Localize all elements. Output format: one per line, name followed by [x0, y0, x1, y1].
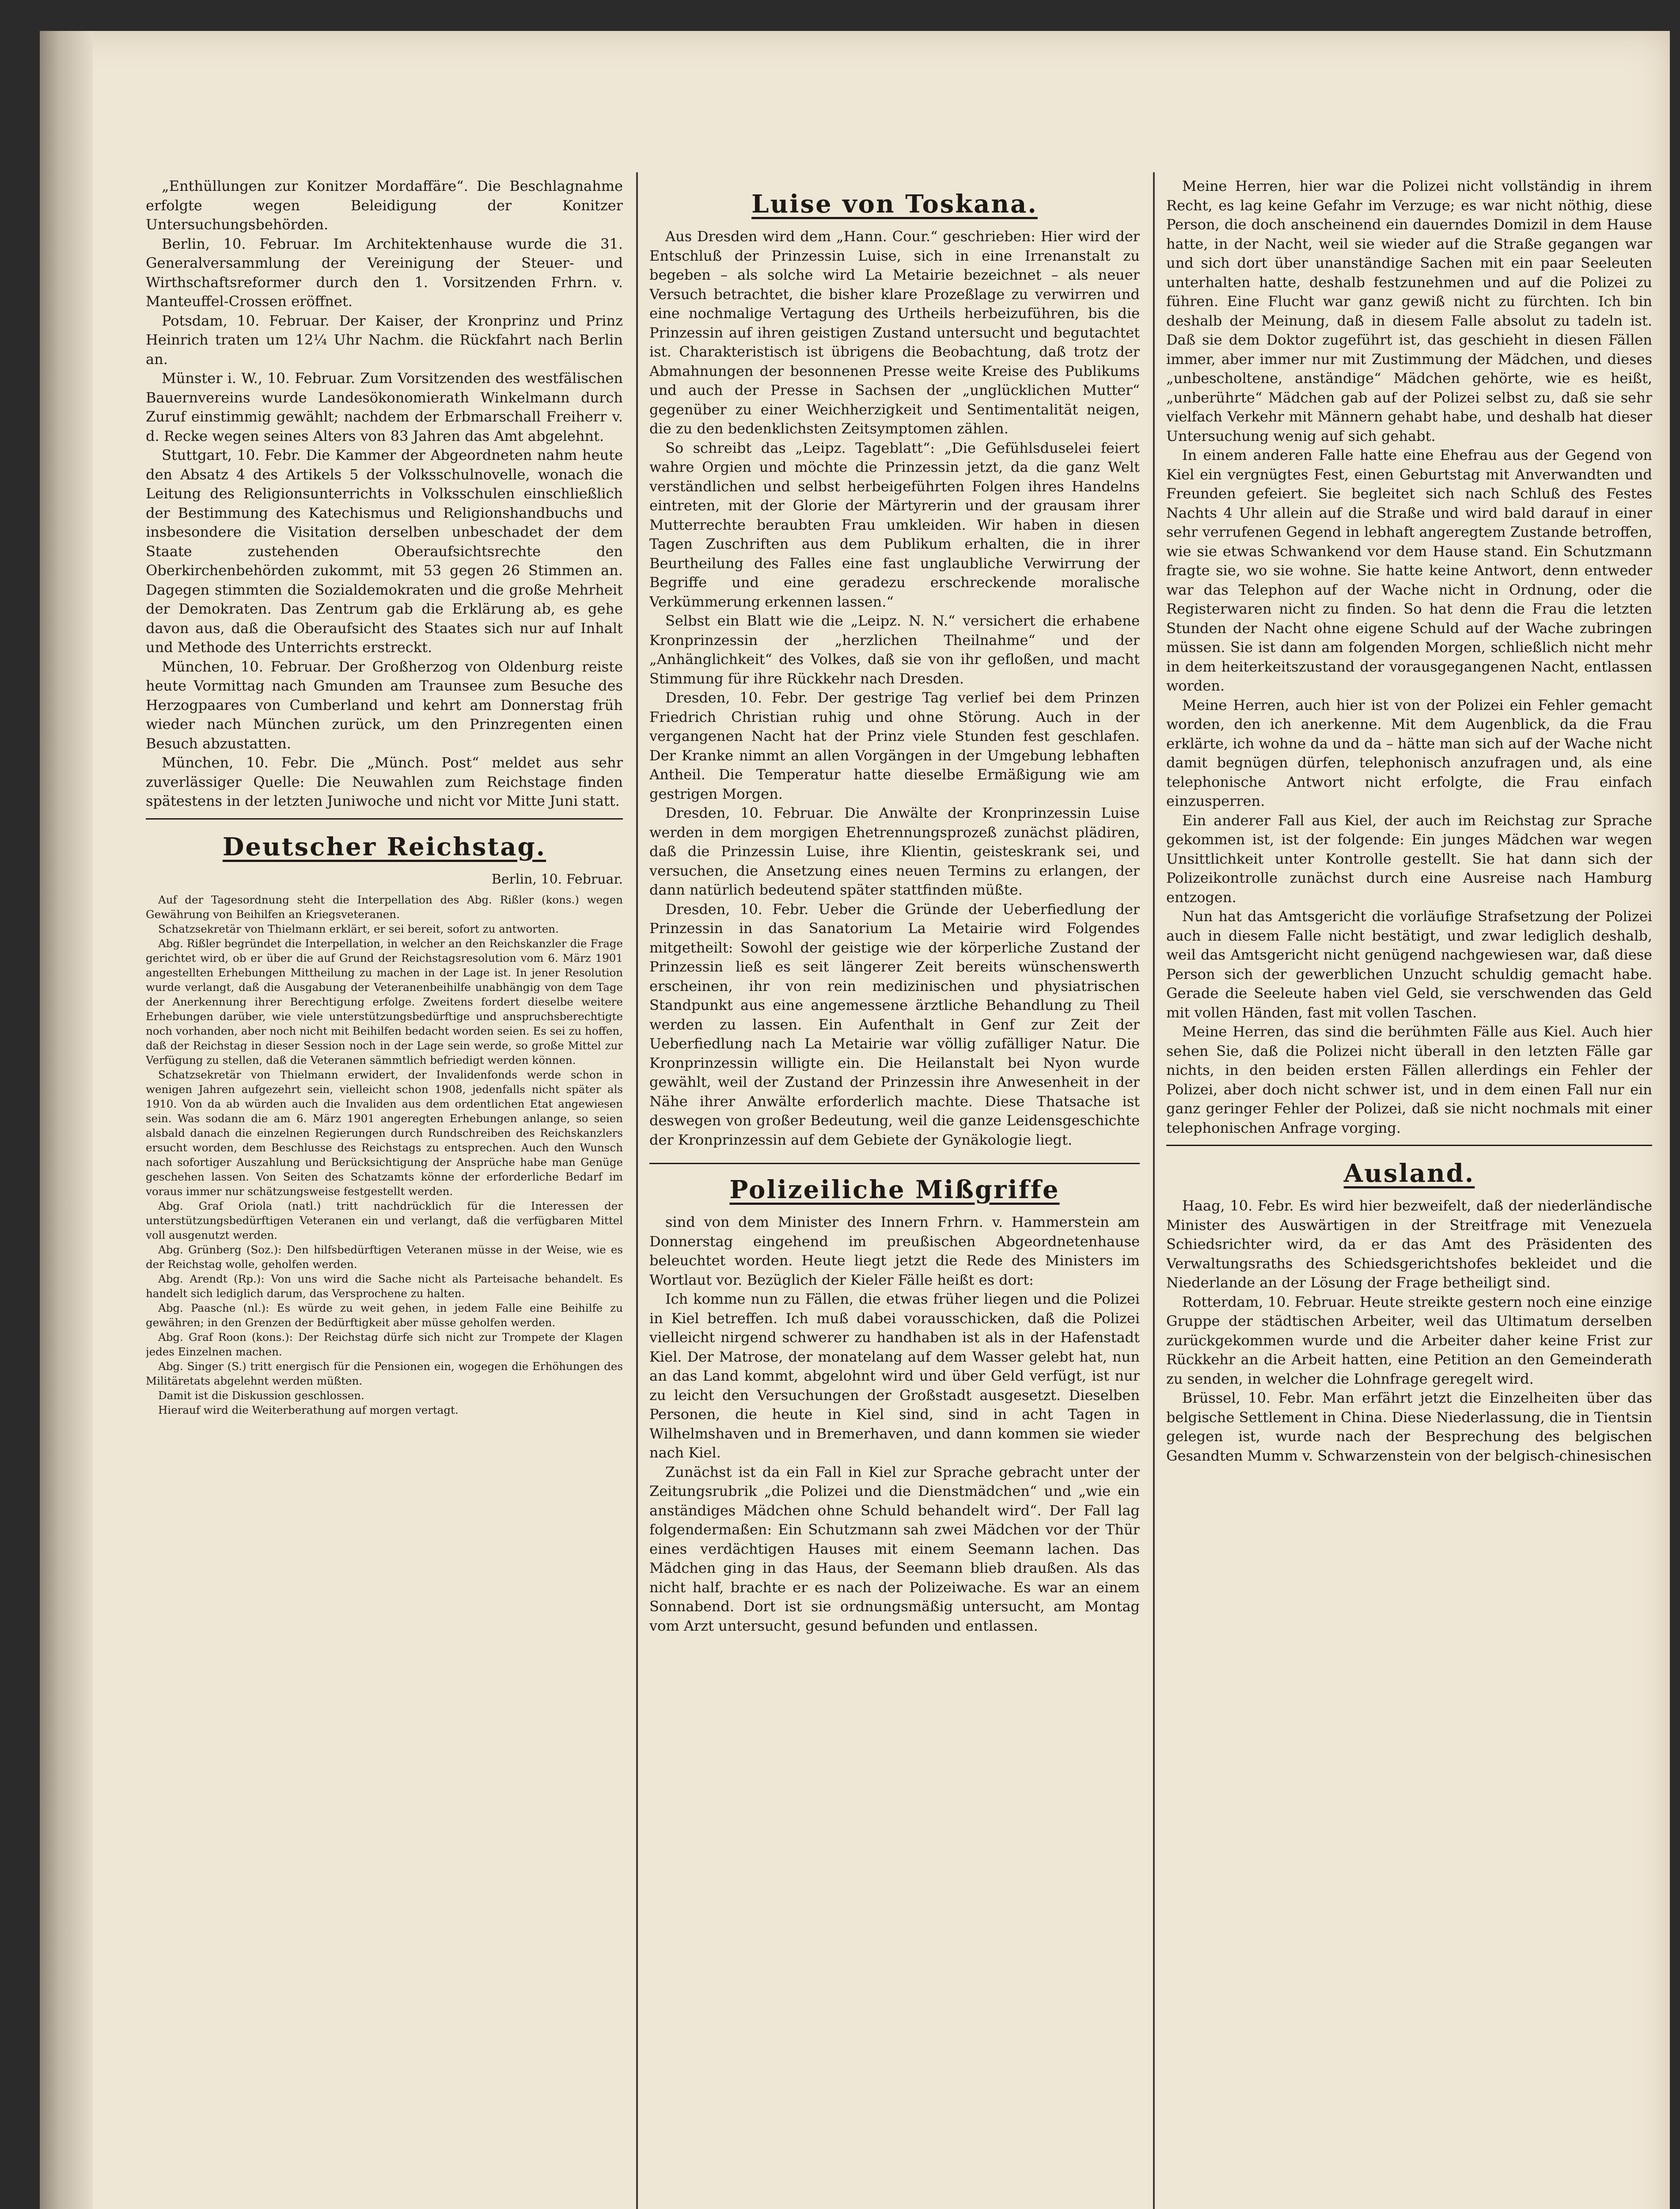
- article-paragraph: Meine Herren, hier war die Polizei nicht vollständig in ihrem Recht, es lag keine Gefahr im Verzuge; es war nicht nöthig, diese Person, die doch anscheinend ein dauerndes Domizil in dem Hause hatte, in der Nacht, weil sie wieder auf die Straße gegangen war und sich dort über unanständige Sachen mit ein paar Seeleuten unterhalten hatte, deshalb festzunehmen und auf die Polizei zu führen. Eine Flucht war ganz gewiß nicht zu fürchten. Ich bin deshalb der Meinung, daß in diesem Falle absolut zu tadeln ist. Daß sie dem Doktor zugeführt ist, das geschieht in diesen Fällen immer, aber immer nur mit Zustimmung der Mädchen, und dieses „unbescholtene, anständige“ Mädchen gehörte, wie es heißt, „unberührte“ Mädchen gab auf der Polizei selbst zu, daß sie sehr vielfach Verkehr mit Männern gehabt habe, und deshalb hat dieser Untersuchung wenig auf sich gehabt.: [1166, 178, 1652, 444]
- article-paragraph: Ich komme nun zu Fällen, die etwas früher liegen und die Polizei in Kiel betreffen. Ich muß dabei vorausschicken, daß die Polizei vielleicht nirgend schwerer zu handhaben ist als in der Hafenstadt Kiel. Der Matrose, der monatelang auf dem Wasser gelebt hat, nun an das Land kommt, abgelohnt wird und über Geld verfügt, ist nur zu leicht den Versuchungen der Großstadt ausgesetzt. Dieselben Personen, die heute in Kiel sind, sind in acht Tagen in Wilhelmshaven und in Bremerhaven, und dann kommen sie wieder nach Kiel.: [649, 1290, 1140, 1461]
- section-heading-ausland: Ausland.: [1343, 1159, 1475, 1188]
- news-item: München, 10. Febr. Die „Münch. Post“ meldet aus sehr zuverlässiger Quelle: Die Neuwahlen zum Reichstage finden spätestens in der letzten Juniwoche und nicht vor Mitte Juni statt.: [146, 754, 623, 809]
- article-paragraph: Selbst ein Blatt wie die „Leipz. N. N.“ versichert die erhabene Kronprinzessin der „herzlichen Theilnahme“ und der „Anhänglichkeit“ des Volkes, daß sie von ihr gefloßen, und macht Stimmung für ihre Rückkehr nach Dresden.: [649, 612, 1140, 687]
- report-paragraph: Schatzsekretär von Thielmann erwidert, der Invalidenfonds werde schon in wenigen Jahren aufgezehrt sein, vielleicht schon 1908, jedenfalls nicht später als 1910. Von da ab würden auch die Invaliden aus dem ordentlichen Etat angewiesen sein. Was sodann die am 6. März 1901 angeregten Erhebungen anlange, so seien alsbald danach die einzelnen Regierungen durch Rundschreiben des Reichskanzlers ersucht worden, dem Beschlusse des Reichstags zu entsprechen. Auch den Wunsch nach sofortiger Auszahlung und Berücksichtigung der Ansprüche habe man Genüge geschehen lassen. Von Seiten des Schatzamts könne der erforderliche Bedarf im voraus immer nur schätzungsweise festgestellt werden.: [146, 1068, 623, 1198]
- section-divider: [1166, 1145, 1652, 1146]
- article-paragraph: Meine Herren, das sind die berühmten Fälle aus Kiel. Auch hier sehen Sie, daß die Polizei nicht überall in den letzten Fälle gar nichts, in den beiden ersten Fällen allerdings ein Fehler der Polizei, aber doch nicht schwer ist, und in dem einen Fall nur ein ganz geringer Fehler der Polizei, daß sie nicht nochmals mit einer telephonischen Anfrage vorging.: [1166, 1023, 1652, 1136]
- section-heading-polizei: Polizeiliche Mißgriffe: [649, 1163, 1140, 1207]
- column-left: [146, 177, 623, 2209]
- section-heading-luise: Luise von Toskana.: [751, 190, 1038, 219]
- article-paragraph: Aus Dresden wird dem „Hann. Cour.“ geschrieben: Hier wird der Entschluß der Prinzessin Luise, sich in eine Irrenanstalt zu begeben – als solche wird La Metairie bezeichnet – als neuer Versuch betrachtet, die bisher klare Prozeßlage zu verwirren und eine nochmalige Vertagung des Urtheils herbeizuführen, bis die Prinzessin auf ihren geistigen Zustand untersucht und begutachtet ist. Charakteristisch ist übrigens die Beobachtung, daß trotz der Abmahnungen der besonnenen Presse weite Kreise des Publikums und auch der Presse in Sachsen der „unglücklichen Mutter“ gegenüber zu einer Weichherzigkeit und Sentimentalität neigen, die zu den bedenklichsten Zeitsymptomen zählen.: [649, 228, 1140, 437]
- article-paragraph: Dresden, 10. Febr. Der gestrige Tag verlief bei dem Prinzen Friedrich Christian ruhig und ohne Störung. Auch in der vergangenen Nacht hat der Prinz viele Stunden fest geschlafen. Der Kranke nimmt an allen Vorgängen in der Umgebung lebhaften Antheil. Die Temperatur hatte dieselbe Ermäßigung wie am gestrigen Morgen.: [649, 689, 1140, 802]
- report-paragraph: Abg. Graf Roon (kons.): Der Reichstag dürfe sich nicht zur Trompete der Klagen jedes Einzelnen machen.: [146, 1331, 623, 1358]
- article-paragraph: Ein anderer Fall aus Kiel, der auch im Reichstag zur Sprache gekommen ist, ist der folgende: Ein junges Mädchen war wegen Unsittlichkeit unter Kontrolle gestellt. Sie hat dann sich der Polizeikontrolle zunächst durch eine Ausreise nach Hamburg entzogen.: [1166, 812, 1652, 906]
- article-paragraph: sind von dem Minister des Innern Frhrn. v. Hammerstein am Donnerstag eingehend im preußischen Abgeordnetenhause beleuchtet worden. Heute liegt jetzt die Rede des Ministers im Wortlaut vor. Bezüglich der Kieler Fälle heißt es dort:: [649, 1214, 1140, 1288]
- column-middle: [649, 177, 1140, 2209]
- reichstag-report: [146, 892, 623, 1417]
- report-paragraph: Abg. Arendt (Rp.): Von uns wird die Sache nicht als Parteisache behandelt. Es handelt sich lediglich darum, das Versprochene zu halten.: [146, 1272, 623, 1300]
- dateline: Berlin, 10. Februar.: [491, 871, 623, 887]
- news-item: „Enthüllungen zur Konitzer Mordaffäre“. Die Beschlagnahme erfolgte wegen Beleidigung der Konitzer Untersuchungsbehörden.: [146, 178, 623, 233]
- article-paragraph: Nun hat das Amtsgericht die vorläufige Strafsetzung der Polizei auch in diesem Falle nicht bestätigt, und zwar lediglich deshalb, weil das Amtsgericht nicht genügend nachgewiesen war, daß diese Person sich der gewerblichen Unzucht schuldig gemacht habe. Gerade die Seeleute haben viel Geld, sie verschwenden das Geld mit vollen Händen, fast mit vollen Taschen.: [1166, 908, 1652, 1021]
- newspaper-page: [40, 31, 1670, 2209]
- report-paragraph: Abg. Graf Oriola (natl.) tritt nachdrücklich für die Interessen der unterstützungsbedürftigen Veteranen ein und verlangt, daß die verfügbaren Mittel voll ausgenutzt werden.: [146, 1199, 623, 1241]
- news-item: Potsdam, 10. Februar. Der Kaiser, der Kronprinz und Prinz Heinrich traten um 12¼ Uhr Nachm. die Rückfahrt nach Berlin an.: [146, 312, 623, 368]
- report-paragraph: Abg. Grünberg (Soz.): Den hilfsbedürftigen Veteranen müsse in der Weise, wie es der Reichstag wolle, geholfen werden.: [146, 1243, 623, 1271]
- column-rule: [1153, 172, 1155, 2209]
- report-paragraph: Damit ist die Diskussion geschlossen.: [158, 1389, 364, 1402]
- article-paragraph: Brüssel, 10. Febr. Man erfährt jetzt die Einzelheiten über das belgische Settlement in China. Diese Niederlassung, die in Tientsin gelegen ist, wurde nach der Besprechung des belgischen Gesandten Mumm v. Schwarzenstein von der belgisch-chinesischen: [1166, 1389, 1652, 1464]
- article-paragraph: Zunächst ist da ein Fall in Kiel zur Sprache gebracht unter der Zeitungsrubrik „die Polizei und die Dienstmädchen“ und „wie ein anständiges Mädchen ohne Schuld behandelt wird“. Der Fall lag folgendermaßen: Ein Schutzmann sah zwei Mädchen vor der Thür eines verdächtigen Hauses mit einem Seemann lachen. Das Mädchen ging in das Haus, der Seemann blieb draußen. Als das nicht half, brachte er es nach der Polizeiwache. Es war an einem Sonnabend. Dort ist sie ordnungsmäßig untersucht, am Montag vom Arzt untersucht, gesund befunden und entlassen.: [649, 1463, 1140, 1634]
- section-heading-reichstag: Deutscher Reichstag.: [222, 832, 546, 862]
- article-paragraph: Dresden, 10. Februar. Die Anwälte der Kronprinzessin Luise werden in dem morgigen Ehetrennungsprozeß zunächst plädiren, daß die Prinzessin Luise, ihre Klientin, geisteskrank sei, und versuchen, die Ansetzung eines neuen Termins zu erlangen, der dann natürlich bedeutend später stattfinden müßte.: [649, 805, 1140, 898]
- report-paragraph: Auf der Tagesordnung steht die Interpellation des Abg. Rißler (kons.) wegen Gewährung von Beihilfen an Kriegsveteranen.: [146, 893, 623, 921]
- article-paragraph: Meine Herren, auch hier ist von der Polizei ein Fehler gemacht worden, den ich anerkenne. Mit dem Augenblick, da die Frau erklärte, ich wohne da und da – hätte man sich auf der Wache nicht damit begnügen dürfen, telephonisch anzufragen und, als eine telephonische Antwort nicht erfolgte, die Frau einfach einzusperren.: [1166, 696, 1652, 809]
- report-paragraph: Abg. Rißler begründet die Interpellation, in welcher an den Reichskanzler die Frage gerichtet wird, ob er über die auf Grund der Reichstagsresolution vom 6. März 1901 angestellten Erhebungen Mittheilung zu machen in der Lage ist. In jener Resolution wurde verlangt, daß die Ausgabung der Veteranenbeihilfe unabhängig von dem Tage der Anerkennung ihrer Berechtigung erfolge. Zweitens fordert dieselbe weitere Erhebungen darüber, wie viele unterstützungsbedürftige und anspruchsberechtigte noch vorhanden, aber noch nicht mit Beihilfen bedacht worden seien. Es sei zu hoffen, daß der Reichstag in dieser Session noch in der Lage sein werde, so große Mittel zur Verfügung zu stellen, daß die Veteranen sämmtlich befriedigt werden können.: [146, 937, 623, 1067]
- article-paragraph: Haag, 10. Febr. Es wird hier bezweifelt, daß der niederländische Minister des Auswärtigen in der Streitfrage mit Venezuela Schiedsrichter wird, da er das Amt des Präsidenten des Verwaltungsraths des Schiedsgerichtshofes bekleidet und die Niederlande an der Lösung der Frage betheiligt sind.: [1166, 1197, 1652, 1291]
- article-paragraph: Rotterdam, 10. Februar. Heute streikte gestern noch eine einzige Gruppe der städtischen Arbeiter, weil das Ultimatum derselben zurückgekommen wurde und die Arbeiter daher keine Frist zur Rückkehr an die Arbeit hatten, eine Petition an den Gemeinderath zu senden, in welcher die Lohnfrage geregelt wird.: [1166, 1293, 1652, 1387]
- news-item: Berlin, 10. Februar. Im Architektenhause wurde die 31. Generalversammlung der Vereinigung der Steuer- und Wirthschaftsreformer durch den 1. Vorsitzenden Frhrn. v. Manteuffel-Crossen eröffnet.: [146, 235, 623, 310]
- report-paragraph: Schatzsekretär von Thielmann erklärt, er sei bereit, sofort zu antworten.: [158, 922, 559, 935]
- news-item: Münster i. W., 10. Februar. Zum Vorsitzenden des westfälischen Bauernvereins wurde Landesökonomierath Winkelmann durch Zuruf einstimmig gewählt; nachdem der Erbmarschall Freiherr v. d. Recke wegen seines Alters von 83 Jahren das Amt abgelehnt.: [146, 370, 623, 444]
- column-rule: [636, 172, 638, 2209]
- news-item: München, 10. Februar. Der Großherzog von Oldenburg reiste heute Vormittag nach Gmunden am Traunsee zum Besuche des Herzogpaares von Cumberland und kehrt am Donnerstag früh wieder nach München zurück, um den Prinzregenten einen Besuch abzustatten.: [146, 658, 623, 752]
- page-gutter: [40, 31, 93, 2209]
- report-paragraph: Abg. Singer (S.) tritt energisch für die Pensionen ein, wogegen die Erhöhungen des Militäretats abgelehnt werden müßten.: [146, 1360, 623, 1387]
- section-divider: [146, 818, 623, 820]
- news-item: Stuttgart, 10. Febr. Die Kammer der Abgeordneten nahm heute den Absatz 4 des Artikels 5 der Volksschulnovelle, wonach die Leitung des Religionsunterrichts in Volksschulen einschließlich der Bestimmung des Katechismus und Religionshandbuchs und insbesondere die Visitation derselben unbeschadet der dem Staate zustehenden Oberaufsichtsrechte den Oberkirchenbehörden zukommt, mit 53 gegen 26 Stimmen an. Dagegen stimmten die Sozialdemokraten und die große Mehrheit der Demokraten. Das Zentrum gab die Erklärung ab, es gehe davon aus, daß die Oberaufsicht des Staates sich nur auf Inhalt und Methode des Unterrichts erstreckt.: [146, 447, 623, 656]
- report-paragraph: Abg. Paasche (nl.): Es würde zu weit gehen, in jedem Falle eine Beihilfe zu gewähren; in den Grenzen der Bedürftigkeit aber müsse geholfen werden.: [146, 1302, 623, 1329]
- article-paragraph: Dresden, 10. Febr. Ueber die Gründe der Ueberfiedlung der Prinzessin in das Sanatorium La Metairie wird Folgendes mitgetheilt: Sowohl der geistige wie der körperliche Zustand der Prinzessin ließ es seit längerer Zeit bereits wünschenswerth erscheinen, ihr von rein medizinischen und physiatrischen Standpunkt aus eine angemessene ärztliche Behandlung zu Theil werden zu lassen. Ein Aufenthalt in Genf zur Zeit der Ueberfiedlung nach La Metairie war völlig zufälliger Natur. Die Kronprinzessin willigte ein. Die Heilanstalt bei Nyon wurde gewählt, weil der Zustand der Prinzessin ihre Anwesenheit in der Nähe ihrer Anwälte erforderlich machte. Diese Thatsache ist deswegen von großer Bedeutung, weil die ganze Leidensgeschichte der Kronprinzessin auf dem Gebiete der Gynäkologie liegt.: [649, 900, 1140, 1148]
- column-right: [1166, 177, 1652, 2209]
- report-paragraph: Hierauf wird die Weiterberathung auf morgen vertagt.: [158, 1404, 459, 1416]
- article-paragraph: So schreibt das „Leipz. Tageblatt“: „Die Gefühlsduselei feiert wahre Orgien und möchte die Prinzessin jetzt, da die ganz Welt verständlichen und selbst herbeigeführten Folgen ihres Handelns eintreten, mit der Glorie der Märtyrerin und der grausam ihrer Mutterrechte beraubten Frau umkleiden. Wir haben in diesen Tagen Zuschriften aus dem Publikum erhalten, die in ihrer Beurtheilung des Falles eine fast unglaubliche Verwirrung der Begriffe und eine geradezu erschreckende moralische Verkümmerung erkennen lassen.“: [649, 439, 1140, 610]
- article-paragraph: In einem anderen Falle hatte eine Ehefrau aus der Gegend von Kiel ein vergnügtes Fest, einen Geburtstag mit Anverwandten und Freunden gefeiert. Sie begleitet sich nach Schluß des Festes Nachts 4 Uhr allein auf die Straße und wird bald darauf in einer sehr verrufenen Gegend in lebhaft angeregtem Zustande betroffen, wie sie etwas Schwankend vor dem Hause stand. Ein Schutzmann fragte sie, wo sie wohne. Sie hatte keine Antwort, denn entweder war das Telephon auf der Wache nicht in Ordnung, oder die Registerwaren nicht zu finden. So hat denn die Frau die letzten Stunden der Nacht ohne eigene Schuld auf der Wache zubringen müssen. Sie ist dann am folgenden Morgen, schließlich nicht mehr in dem heiterkeitszustand der vorausgegangenen Nacht, entlassen worden.: [1166, 447, 1652, 694]
